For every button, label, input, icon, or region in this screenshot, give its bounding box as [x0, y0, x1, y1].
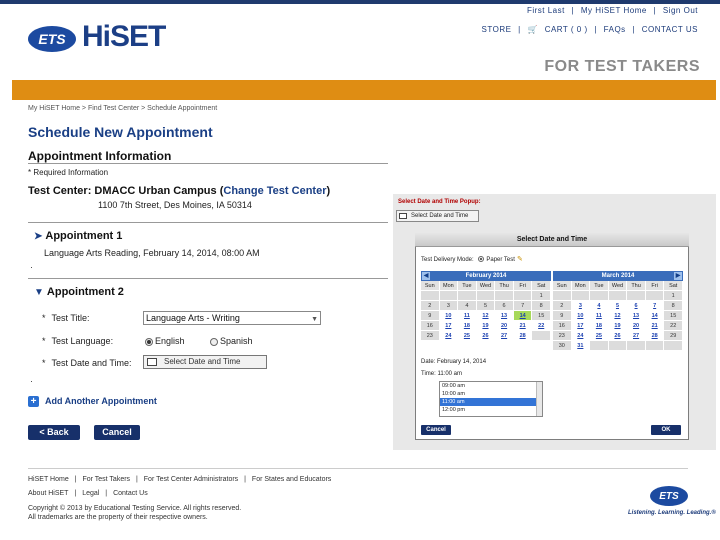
- test-language-label: [42, 336, 113, 346]
- add-another-label: Add Another Appointment: [45, 396, 157, 406]
- weekday-header: Sat: [664, 281, 683, 291]
- calendar-empty-cell: [514, 291, 533, 301]
- calendar-day[interactable]: 25: [590, 331, 609, 341]
- calendar-empty-cell: [553, 291, 572, 301]
- breadcrumb[interactable]: My HiSET Home > Find Test Center > Schedule Appointment: [28, 105, 218, 112]
- paper-test-label: Paper Test: [486, 257, 515, 263]
- calendar-day: 7: [514, 301, 533, 311]
- separator: |: [74, 490, 77, 497]
- add-another-appointment-link[interactable]: [28, 396, 157, 407]
- calendar-day[interactable]: 11: [590, 311, 609, 321]
- calendar-day[interactable]: 19: [477, 321, 496, 331]
- test-title-label: [42, 313, 90, 323]
- calendar-day[interactable]: 24: [440, 331, 459, 341]
- calendar-day: 4: [458, 301, 477, 311]
- chevron-right-icon: ➤: [34, 231, 43, 242]
- required-note: * Required Information: [28, 168, 109, 177]
- test-center-address: 1100 7th Street, Des Moines, IA 50314: [98, 200, 252, 210]
- calendar-day[interactable]: 19: [609, 321, 628, 331]
- calendar-header: [421, 271, 551, 281]
- separator: |: [74, 476, 77, 483]
- calendar-empty-cell: [458, 291, 477, 301]
- calendar-day: 16: [421, 321, 440, 331]
- calendar-day[interactable]: 18: [590, 321, 609, 331]
- cart-icon: 🛒: [527, 25, 538, 34]
- language-english-option[interactable]: [145, 336, 185, 346]
- calendar-empty-cell: [421, 291, 440, 301]
- test-title-label-text: Test Title:: [51, 313, 90, 323]
- delivery-mode: [421, 255, 523, 263]
- calendar-day[interactable]: 10: [440, 311, 459, 321]
- divider: [28, 278, 388, 279]
- plus-icon: +: [28, 396, 39, 407]
- test-center-label: Test Center: DMACC Urban Campus: [28, 185, 217, 197]
- weekday-header: Fri: [514, 281, 533, 291]
- ets-tagline: Listening. Learning. Leading.®: [628, 510, 716, 516]
- contact-us-link[interactable]: CONTACT US: [641, 25, 698, 34]
- paren-close: ): [326, 185, 331, 197]
- weekday-header: Wed: [477, 281, 496, 291]
- calendar-header: [553, 271, 683, 281]
- required-star: *: [42, 358, 46, 368]
- change-test-center-link[interactable]: Change Test Center: [223, 185, 327, 197]
- calendar-empty-cell: [590, 291, 609, 301]
- calendar-day: 2: [553, 301, 572, 311]
- section-banner: FOR TEST TAKERS: [544, 58, 700, 75]
- appointment-info-title: Appointment Information: [28, 149, 172, 163]
- chevron-down-icon: ▼: [34, 287, 44, 298]
- weekday-header: Mon: [572, 281, 591, 291]
- calendar-day: 1: [532, 291, 551, 301]
- weekday-header: Sun: [421, 281, 440, 291]
- spanish-radio[interactable]: [210, 338, 218, 346]
- ets-footer-logo[interactable]: ETS: [650, 486, 688, 506]
- row-marker: ·: [30, 376, 33, 386]
- appointment-2-header[interactable]: [34, 286, 124, 298]
- calendar-day: 3: [440, 301, 459, 311]
- calendar-day[interactable]: 13: [627, 311, 646, 321]
- footer-links-secondary: [28, 490, 148, 497]
- separator: |: [571, 6, 575, 15]
- calendar-icon: [147, 358, 157, 366]
- calendar-empty-cell: [627, 341, 646, 351]
- test-title-value: Language Arts - Writing: [146, 313, 240, 323]
- calendar-day[interactable]: 18: [458, 321, 477, 331]
- appointment-1-description: Language Arts Reading, February 14, 2014, 08:00 AM: [44, 248, 260, 258]
- footer-legal-link[interactable]: Legal: [82, 490, 100, 497]
- calendar-empty-cell: [627, 291, 646, 301]
- store-link[interactable]: STORE: [481, 25, 512, 34]
- weekday-header: Thu: [495, 281, 514, 291]
- required-star: *: [42, 336, 46, 346]
- weekday-header: Wed: [609, 281, 628, 291]
- calendar-day[interactable]: 7: [646, 301, 665, 311]
- test-date-label: [42, 358, 132, 368]
- weekday-header: Sat: [532, 281, 551, 291]
- calendar-empty-cell: [477, 291, 496, 301]
- popup-select-date-button[interactable]: [396, 210, 479, 222]
- cart-link[interactable]: CART ( 0 ): [544, 25, 588, 34]
- calendar-empty-cell: [609, 341, 628, 351]
- english-radio[interactable]: [145, 338, 153, 346]
- time-option[interactable]: 09:00 am: [442, 383, 465, 389]
- calendar-day[interactable]: 20: [627, 321, 646, 331]
- calendar-month-label: March 2014: [601, 273, 635, 279]
- separator: |: [136, 476, 138, 483]
- row-marker: ·: [30, 262, 33, 272]
- delivery-mode-label: Test Delivery Mode:: [421, 257, 474, 263]
- calendar-day: 8: [532, 301, 551, 311]
- footer-divider: [28, 468, 688, 469]
- calendar-day[interactable]: 22: [532, 321, 551, 331]
- calendar-empty-cell: [440, 291, 459, 301]
- cancel-button[interactable]: Cancel: [94, 425, 140, 440]
- calendar-grid: [553, 281, 683, 351]
- weekday-header: Sun: [553, 281, 572, 291]
- calendar-day[interactable]: 21: [514, 321, 533, 331]
- calendar-day[interactable]: 4: [590, 301, 609, 311]
- copyright-line-1: Copyright © 2013 by Educational Testing Service. All rights reserved.: [28, 505, 242, 512]
- calendar-empty-cell: [572, 291, 591, 301]
- calendar-day: 30: [553, 341, 572, 351]
- calendar-day[interactable]: 12: [477, 311, 496, 321]
- appointment-1-title: Appointment 1: [45, 230, 123, 242]
- selected-date: Date: February 14, 2014: [421, 359, 487, 365]
- weekday-header: Mon: [440, 281, 459, 291]
- appointment-1-header[interactable]: [34, 230, 122, 242]
- calendar-day[interactable]: 27: [495, 331, 514, 341]
- prev-month-icon[interactable]: ◀: [423, 273, 429, 279]
- calendar-day[interactable]: 17: [440, 321, 459, 331]
- calendar-empty-cell: [609, 291, 628, 301]
- time-listbox[interactable]: [439, 381, 543, 417]
- english-label: English: [155, 336, 185, 346]
- faqs-link[interactable]: FAQs: [603, 25, 626, 34]
- popup-caption: Select Date and Time Popup:: [398, 199, 481, 205]
- calendar-day: 23: [553, 331, 572, 341]
- calendar-day[interactable]: 21: [646, 321, 665, 331]
- dialog-title: Select Date and Time: [415, 233, 689, 247]
- calendar-day[interactable]: 28: [646, 331, 665, 341]
- separator: |: [105, 490, 108, 497]
- select-date-time-label: Select Date and Time: [164, 357, 241, 366]
- calendar-february: [421, 271, 551, 341]
- back-button[interactable]: < Back: [28, 425, 80, 440]
- separator: |: [518, 25, 521, 34]
- calendar-empty-cell: [646, 291, 665, 301]
- required-star: *: [42, 313, 46, 323]
- language-spanish-option[interactable]: [210, 336, 253, 346]
- calendar-day[interactable]: 31: [572, 341, 591, 351]
- calendar-day: 23: [421, 331, 440, 341]
- time-option[interactable]: 10:00 am: [442, 391, 465, 397]
- ets-logo[interactable]: ETS: [28, 26, 76, 52]
- separator: |: [244, 476, 246, 483]
- calendar-day: 8: [664, 301, 683, 311]
- calendar-empty-cell: [590, 341, 609, 351]
- calendar-day: 2: [421, 301, 440, 311]
- calendar-day[interactable]: 11: [458, 311, 477, 321]
- dialog-cancel-button[interactable]: Cancel: [421, 425, 451, 435]
- calendar-day[interactable]: 26: [477, 331, 496, 341]
- calendar-day[interactable]: 24: [572, 331, 591, 341]
- calendar-march: [553, 271, 683, 351]
- calendar-day[interactable]: 5: [609, 301, 628, 311]
- dropdown-arrow-icon: ▼: [311, 316, 318, 323]
- calendar-day-selected[interactable]: 14: [514, 311, 533, 321]
- divider: [28, 163, 388, 164]
- copyright-line-2: All trademarks are the property of their respective owners.: [28, 514, 208, 521]
- time-option-selected[interactable]: 11:00 am: [440, 398, 542, 406]
- footer-administrators-link[interactable]: For Test Center Administrators: [143, 476, 239, 483]
- calendar-day[interactable]: 13: [495, 311, 514, 321]
- next-month-icon[interactable]: ▶: [675, 273, 681, 279]
- separator: |: [594, 25, 597, 34]
- calendar-day: 5: [477, 301, 496, 311]
- calendar-day: 15: [664, 311, 683, 321]
- calendar-day: 9: [553, 311, 572, 321]
- footer-links: [28, 476, 335, 483]
- popup-select-date-label: Select Date and Time: [411, 213, 469, 219]
- time-option[interactable]: 12:00 pm: [442, 407, 465, 413]
- footer-states-link[interactable]: For States and Educators: [251, 476, 332, 483]
- calendar-day[interactable]: 17: [572, 321, 591, 331]
- calendar-day[interactable]: 14: [646, 311, 665, 321]
- calendar-day: 9: [421, 311, 440, 321]
- calendar-day: 6: [495, 301, 514, 311]
- separator: |: [653, 6, 657, 15]
- footer-about-link[interactable]: About HiSET: [28, 490, 69, 497]
- calendar-day: 16: [553, 321, 572, 331]
- calendar-day[interactable]: 20: [495, 321, 514, 331]
- copyright: [28, 504, 241, 522]
- test-title-select[interactable]: [143, 311, 321, 325]
- calendar-empty-cell: [664, 341, 683, 351]
- calendar-day[interactable]: 27: [627, 331, 646, 341]
- calendar-day: 15: [532, 311, 551, 321]
- page-title: Schedule New Appointment: [28, 124, 213, 140]
- calendar-grid: [421, 281, 551, 341]
- calendar-empty-cell: [495, 291, 514, 301]
- paren-open: (: [219, 185, 224, 197]
- weekday-header: Tue: [590, 281, 609, 291]
- top-border: [0, 0, 720, 4]
- paper-test-radio[interactable]: [478, 256, 484, 262]
- account-links: [525, 6, 700, 15]
- calendar-icon: [399, 213, 407, 219]
- footer-test-takers-link[interactable]: For Test Takers: [82, 476, 131, 483]
- calendar-day: 22: [664, 321, 683, 331]
- calendar-day[interactable]: 10: [572, 311, 591, 321]
- calendar-empty-cell: [646, 341, 665, 351]
- listbox-scrollbar[interactable]: [536, 382, 542, 416]
- user-name-link[interactable]: First Last: [526, 6, 565, 15]
- orange-nav-bar: [12, 80, 716, 100]
- calendar-day: 1: [664, 291, 683, 301]
- footer-hiset-home-link[interactable]: HiSET Home: [28, 476, 69, 483]
- weekday-header: Fri: [646, 281, 665, 291]
- calendar-month-label: February 2014: [465, 273, 507, 279]
- weekday-header: Thu: [627, 281, 646, 291]
- calendar-day[interactable]: 6: [627, 301, 646, 311]
- calendar-day[interactable]: 28: [514, 331, 533, 341]
- spanish-label: Spanish: [220, 336, 253, 346]
- utility-nav: [480, 25, 700, 34]
- separator: |: [632, 25, 635, 34]
- select-date-time-button[interactable]: [143, 355, 267, 369]
- selected-time: Time: 11:00 am: [421, 371, 463, 377]
- my-hiset-home-link[interactable]: My HiSET Home: [580, 6, 647, 15]
- appointment-2-title: Appointment 2: [46, 286, 124, 298]
- calendar-day[interactable]: 25: [458, 331, 477, 341]
- calendar-day[interactable]: 26: [609, 331, 628, 341]
- calendar-day: 29: [664, 331, 683, 341]
- test-center-line: [28, 185, 330, 197]
- calendar-day[interactable]: 12: [609, 311, 628, 321]
- pencil-icon: ✎: [516, 256, 523, 263]
- weekday-header: Tue: [458, 281, 477, 291]
- test-date-label-text: Test Date and Time:: [51, 358, 132, 368]
- footer-contact-link[interactable]: Contact Us: [113, 490, 148, 497]
- divider: [28, 222, 388, 223]
- test-language-label-text: Test Language:: [51, 336, 114, 346]
- dialog-ok-button[interactable]: OK: [651, 425, 681, 435]
- hiset-logo[interactable]: HiSET: [82, 20, 166, 53]
- calendar-empty-cell: [532, 331, 551, 341]
- sign-out-link[interactable]: Sign Out: [662, 6, 698, 15]
- calendar-day[interactable]: 3: [572, 301, 591, 311]
